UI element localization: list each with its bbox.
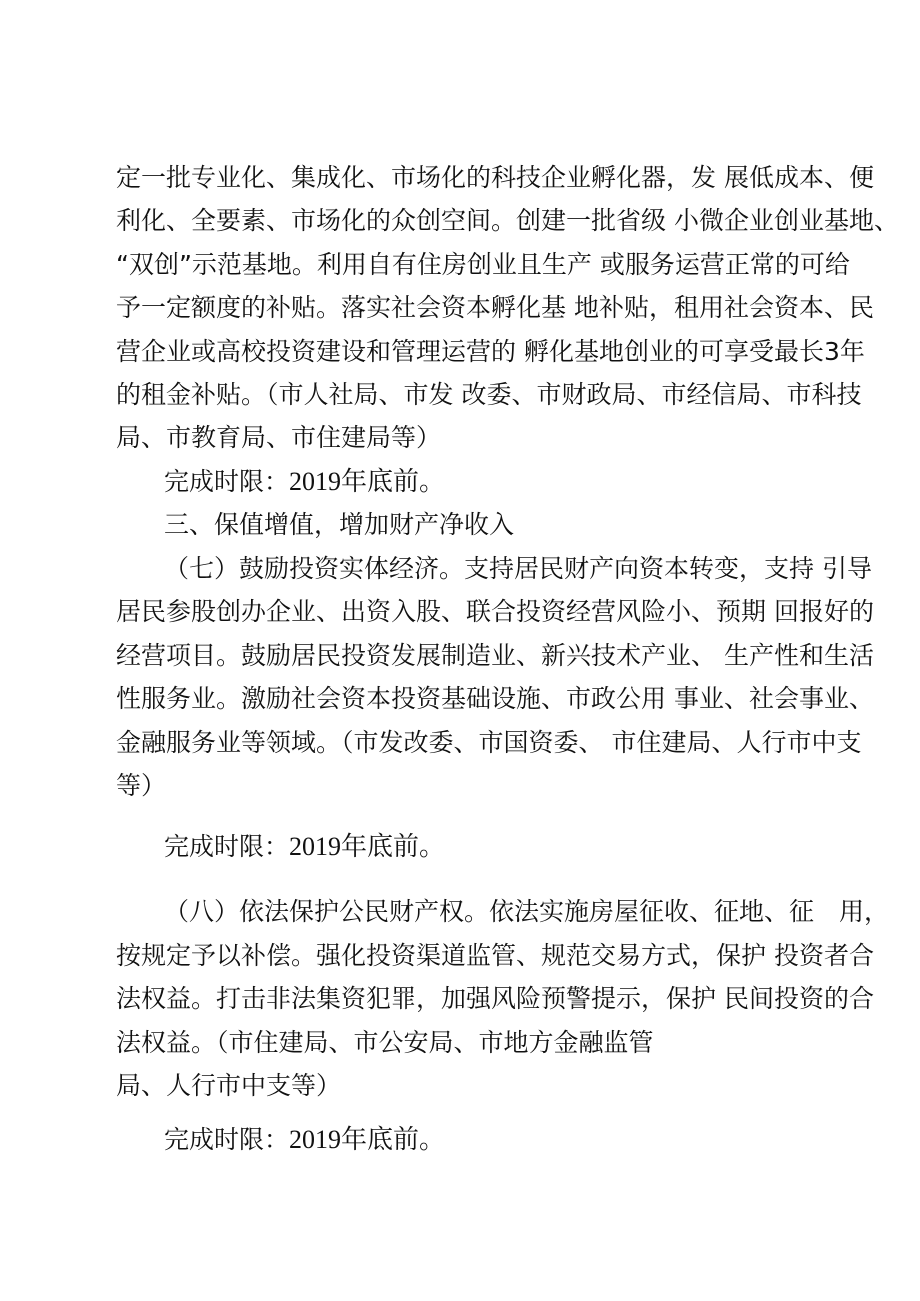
paragraph-1-line-7: 局、市教育局、市住建局等） xyxy=(116,423,442,452)
paragraph-1-line-1: 定一批专业化、集成化、市场化的科技企业孵化器，发 展低成本、便 xyxy=(116,163,874,192)
deadline-2 xyxy=(164,828,445,865)
deadline-1-value: 2019年底前。 xyxy=(289,467,446,496)
paragraph-1-line-2: 利化、全要素、市场化的众创空间。创建一批省级 小微企业创业基地、 xyxy=(116,206,899,235)
paragraph-3-line-1: （八）依法保护公民财产权。依法实施房屋征收、征地、征 用， xyxy=(164,897,890,926)
paragraph-2-line-4: 性服务业。激励社会资本投资基础设施、市政公用 事业、社会事业、 xyxy=(116,684,874,713)
paragraph-3-line-4: 法权益。（市住建局、市公安局、市地方金融监管 xyxy=(116,1028,654,1057)
deadline-2-label: 完成时限： xyxy=(164,832,290,861)
deadline-3-label: 完成时限： xyxy=(164,1125,290,1154)
paragraph-3-line-3: 法权益。打击非法集资犯罪，加强风险预警提示，保护 民间投资的合 xyxy=(116,984,874,1013)
paragraph-2-line-2: 居民参股创办企业、出资入股、联合投资经营风险小、预期 回报好的 xyxy=(116,597,874,626)
paragraph-2-line-3: 经营项目。鼓励居民投资发展制造业、新兴技术产业、 生产性和生活 xyxy=(116,641,874,670)
deadline-1 xyxy=(164,463,445,500)
deadline-1-label: 完成时限： xyxy=(164,467,290,496)
paragraph-2-line-6: 等） xyxy=(116,771,167,800)
section-heading: 三、保值增值，增加财产净收入 xyxy=(164,510,515,539)
deadline-2-value: 2019年底前。 xyxy=(289,832,446,861)
paragraph-1-line-5: 营企业或高校投资建设和管理运营的 孵化基地创业的可享受最长3年 xyxy=(116,337,865,366)
paragraph-1-line-6: 的租金补贴。（市人社局、市发 改委、市财政局、市经信局、市科技 xyxy=(116,380,862,409)
paragraph-1-line-4: 予一定额度的补贴。落实社会资本孵化基 地补贴，租用社会资本、民 xyxy=(116,293,874,322)
paragraph-1-line-3: “双创”示范基地。利用自有住房创业且生产 或服务运营正常的可给 xyxy=(116,250,850,279)
paragraph-3-line-2: 按规定予以补偿。强化投资渠道监管、规范交易方式，保护 投资者合 xyxy=(116,941,874,970)
paragraph-3-line-5: 局、人行市中支等） xyxy=(116,1071,342,1100)
deadline-3 xyxy=(164,1121,445,1158)
paragraph-2-line-1: （七）鼓励投资实体经济。支持居民财产向资本转变，支持 引导 xyxy=(164,554,872,583)
paragraph-2-line-5: 金融服务业等领域。（市发改委、市国资委、 市住建局、人行市中支 xyxy=(116,728,862,757)
deadline-3-value: 2019年底前。 xyxy=(289,1125,446,1154)
